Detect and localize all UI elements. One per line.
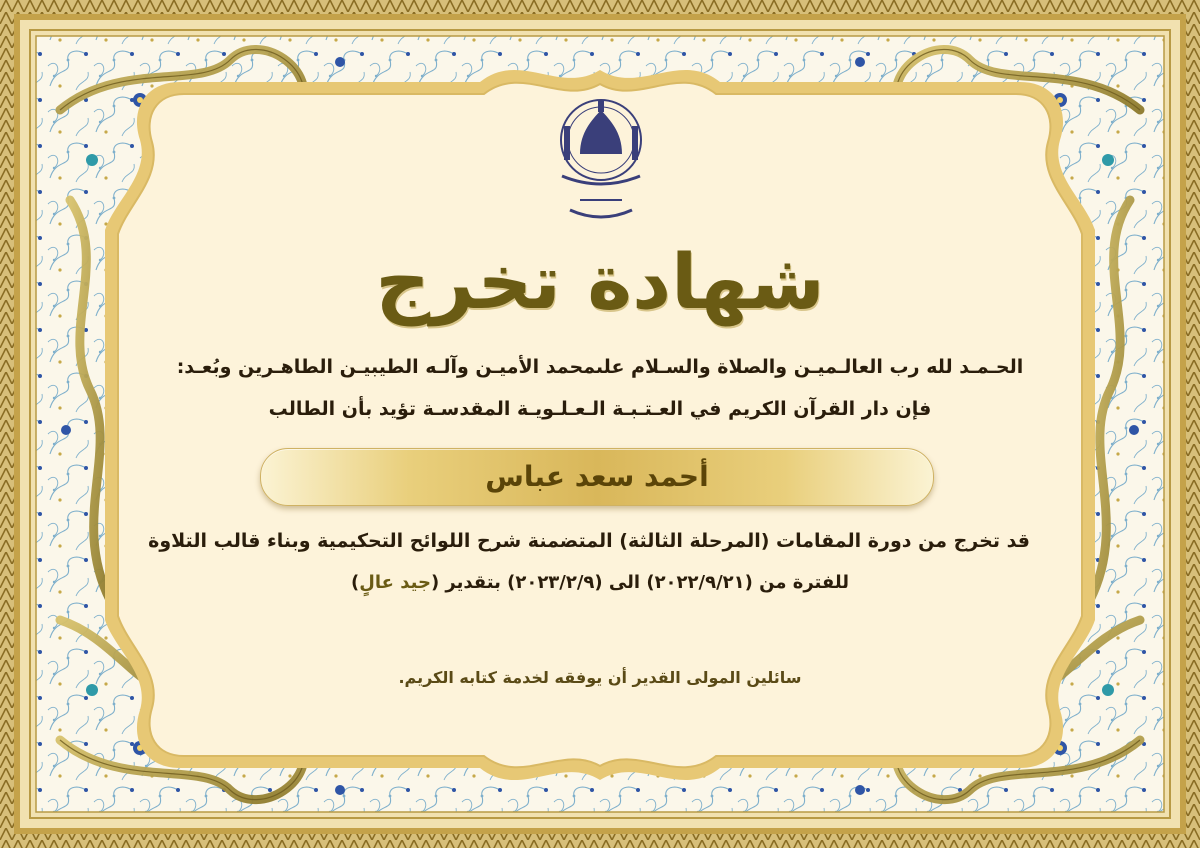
grade-text: جيد عالٍ xyxy=(359,572,431,593)
period-text: للفترة من (٢٠٢٢/٩/٢١) الى (٢٠٢٣/٢/٩) بتقدير ( xyxy=(430,572,849,593)
certificate-title: شهادة تخرج xyxy=(375,237,825,326)
student-name: أحمد سعد عباس xyxy=(485,460,709,493)
period-close: ) xyxy=(351,572,360,593)
preamble-text: الحـمـد لله رب العالـميـن والصلاة والسـلام علىمحمد الأميـن وآلـه الطيبيـن الطاهـرين وبُعـد: xyxy=(176,356,1024,378)
period-grade-text xyxy=(170,572,1030,593)
intro-text: فإن دار القرآن الكريم في العـتـبـة الـعـلـويـة المقدسـة تؤيد بأن الطالب xyxy=(268,398,932,420)
closing-text: سائلين المولى القدير أن يوفقه لخدمة كتابه الكريم. xyxy=(398,668,802,687)
course-text: قد تخرج من دورة المقامات (المرحلة الثالثة) المتضمنة شرح اللوائح التحكيمية وبناء قالب التلاوة xyxy=(148,530,1030,552)
shrine-dome-emblem-icon xyxy=(540,92,662,230)
student-name-banner xyxy=(260,448,934,506)
